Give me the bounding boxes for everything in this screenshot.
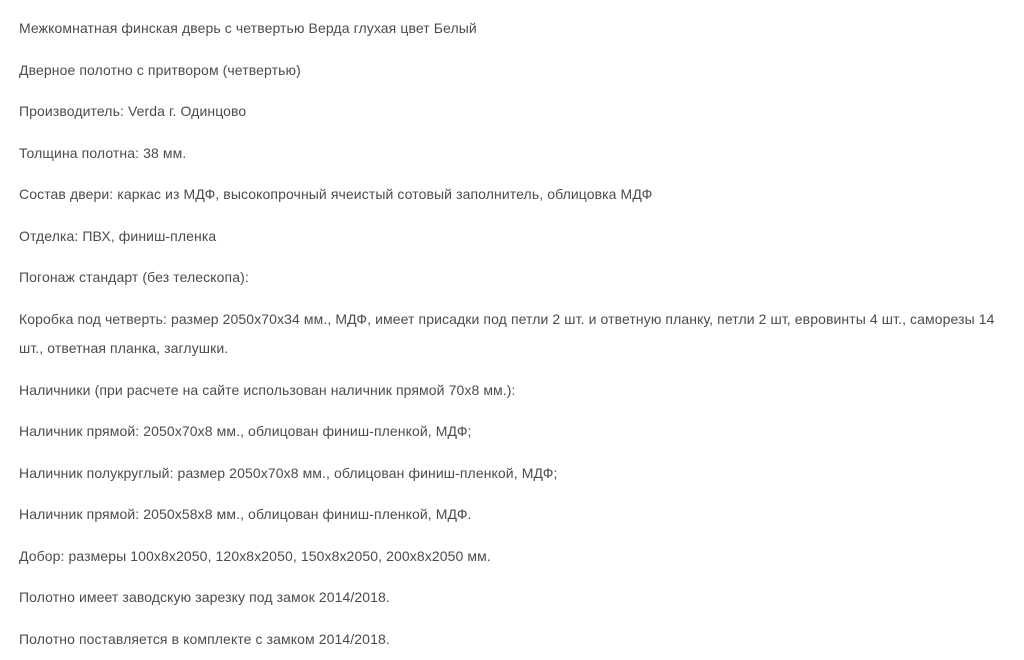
leaf-thickness-text: Толщина полотна: 38 мм. (19, 144, 187, 161)
manufacturer-text: Производитель: Verda г. Одинцово (19, 103, 247, 119)
extension-sizes-text: Добор: размеры 100х8х2050, 120х8х2050, 150х8х2050, 200х8х2050 мм. (19, 547, 491, 564)
moldings-standard-text: Погонаж стандарт (без телескопа): (19, 269, 249, 285)
casings-note-text: Наличники (при расчете на сайте использован наличник прямой 70х8 мм.): (19, 381, 516, 398)
door-frame-text: Коробка под четверть: размер 2050х70х34 мм., МДФ, имеет присадки под петли 2 шт. и ответную планку, петли 2 шт, евровинты 4 шт., саморезы 14 шт., ответная планка, заглушки. (19, 310, 995, 356)
lock-included-text: Полотно поставляется в комплекте с замком 2014/2018. (19, 630, 390, 647)
casing-straight-58-text: Наличник прямой: 2050х58х8 мм., облицован финиш-пленкой, МДФ. (19, 506, 472, 522)
casing-straight-70-text: Наличник прямой: 2050х70х8 мм., облицован финиш-пленкой, МДФ; (19, 423, 472, 439)
casing-semicircular-text: Наличник полукруглый: размер 2050х70х8 мм., облицован финиш-пленкой, МДФ; (19, 464, 558, 481)
finish-text: Отделка: ПВХ, финиш-пленка (19, 227, 217, 244)
product-title-text: Межкомнатная финская дверь с четвертью Верда глухая цвет Белый (19, 20, 477, 36)
door-leaf-type-text: Дверное полотно с притвором (четвертью) (19, 61, 301, 78)
door-composition-text: Состав двери: каркас из МДФ, высокопрочный ячеистый сотовый заполнитель, облицовка МДФ (19, 186, 653, 202)
factory-lock-cutout-text: Полотно имеет заводскую зарезку под замок 2014/2018. (19, 589, 390, 605)
